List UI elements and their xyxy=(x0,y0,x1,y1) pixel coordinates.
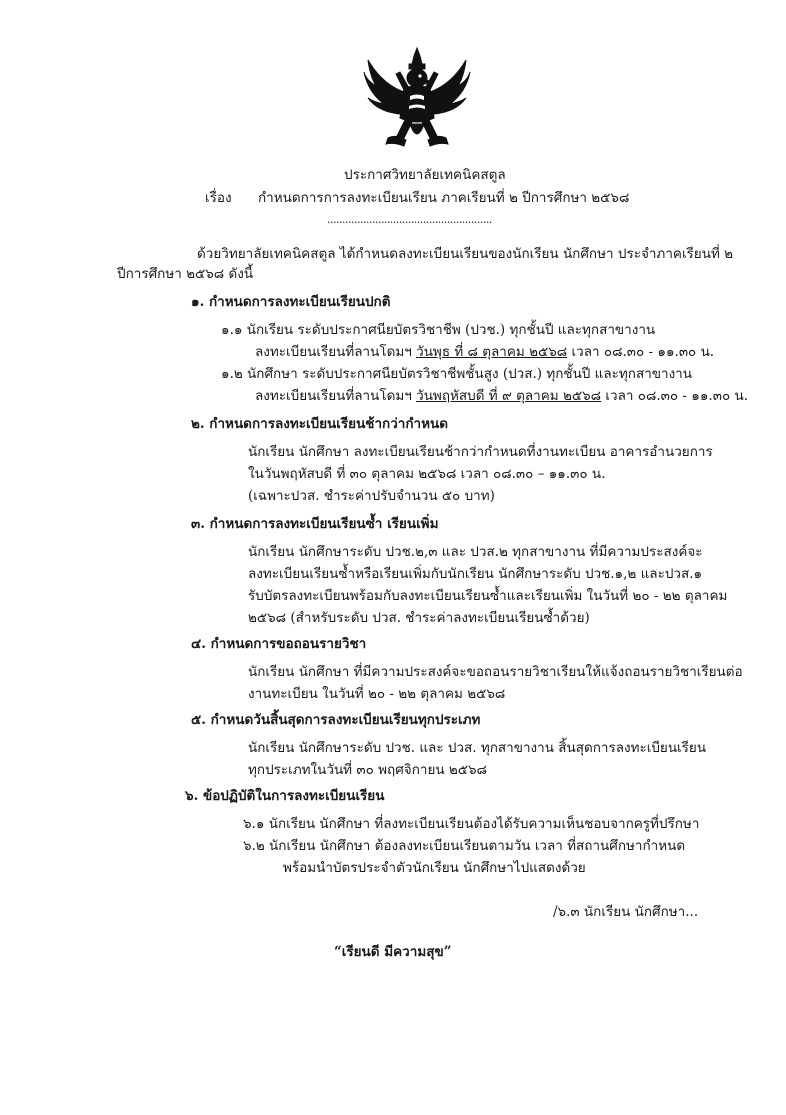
time-text: เวลา ๐๘.๓๐ - ๑๑.๓๐ น. xyxy=(567,344,715,360)
garuda-emblem-icon xyxy=(362,46,472,151)
section-5-title: ๕. กำหนดวันสิ้นสุดการลงทะเบียนเรียนทุกประเภท xyxy=(191,712,481,728)
section-4-title: ๔. กำหนดการขอถอนรายวิชา xyxy=(191,636,367,652)
header-divider: ....................................................... xyxy=(327,213,492,226)
section-3-line-4: ๒๕๖๘ (สำหรับระดับ ปวส. ชำระค่าลงทะเบียนเรียนซ้ำด้วย) xyxy=(248,610,590,626)
section-3-line-2: ลงทะเบียนเรียนซ้ำหรือเรียนเพิ่มกับนักเรียน นักศึกษาระดับ ปวช.๑,๒ และปวส.๑ xyxy=(248,566,703,582)
section-1-item-2-line-1: ๑.๒ นักศึกษา ระดับประกาศนียบัตรวิชาชีพชั้นสูง (ปวส.) ทุกชั้นปี และทุกสาขางาน xyxy=(221,366,692,382)
location-text: ลงทะเบียนเรียนที่ลานโดมฯ xyxy=(255,344,417,360)
location-text: ลงทะเบียนเรียนที่ลานโดมฯ xyxy=(255,388,417,404)
section-1-item-1-line-1: ๑.๑ นักเรียน ระดับประกาศนียบัตรวิชาชีพ (ปวช.) ทุกชั้นปี และทุกสาขางาน xyxy=(221,322,656,338)
section-4-line-2: งานทะเบียน ในวันที่ ๒๐ - ๒๒ ตุลาคม ๒๕๖๘ xyxy=(248,686,506,702)
section-2-line-1: นักเรียน นักศึกษา ลงทะเบียนเรียนช้ากว่ากำหนดที่งานทะเบียน อาคารอำนวยการ xyxy=(248,444,713,460)
section-5-line-2: ทุกประเภทในวันที่ ๓๐ พฤศจิกายน ๒๕๖๘ xyxy=(248,762,487,778)
date-underlined: วันพุธ ที่ ๘ ตุลาคม ๒๕๖๘ xyxy=(416,344,568,360)
section-2-line-2: ในวันพฤหัสบดี ที่ ๓๐ ตุลาคม ๒๕๖๘ เวลา ๐๘.๓๐ – ๑๑.๓๐ น. xyxy=(248,466,606,482)
section-1-item-2-line-2 xyxy=(255,386,748,406)
section-1-title: ๑. กำหนดการลงทะเบียนเรียนปกติ xyxy=(191,294,391,310)
section-6-title: ๖. ข้อปฏิบัติในการลงทะเบียนเรียน xyxy=(185,788,385,804)
page-continuation: /๖.๓ นักเรียน นักศึกษา... xyxy=(553,904,699,920)
document-title: ประกาศวิทยาลัยเทคนิคสตูล xyxy=(344,167,506,183)
section-6-item-2-line-2: พร้อมนำบัตรประจำตัวนักเรียน นักศึกษาไปแสดงด้วย xyxy=(283,860,586,876)
time-text: เวลา ๐๘.๓๐ - ๑๑.๓๐ น. xyxy=(601,388,748,404)
section-3-title: ๓. กำหนดการลงทะเบียนเรียนซ้ำ เรียนเพิ่ม xyxy=(191,516,439,532)
section-5-line-1: นักเรียน นักศึกษาระดับ ปวช. และ ปวส. ทุกสาขางาน สิ้นสุดการลงทะเบียนเรียน xyxy=(248,740,707,756)
section-2-line-3: (เฉพาะปวส. ชำระค่าปรับจำนวน ๕๐ บาท) xyxy=(248,488,495,504)
motto: “เรียนดี มีความสุข” xyxy=(334,944,452,960)
subject-label: เรื่อง xyxy=(205,190,232,206)
intro-line-1: ด้วยวิทยาลัยเทคนิคสตูล ได้กำหนดลงทะเบียนเรียนของนักเรียน นักศึกษา ประจำภาคเรียนที่ ๒ xyxy=(197,246,734,262)
date-underlined: วันพฤหัสบดี ที่ ๙ ตุลาคม ๒๕๖๘ xyxy=(416,388,602,404)
subject-text: กำหนดการการลงทะเบียนเรียน ภาคเรียนที่ ๒ ปีการศึกษา ๒๕๖๘ xyxy=(258,190,630,206)
section-4-line-1: นักเรียน นักศึกษา ที่มีความประสงค์จะขอถอนรายวิชาเรียนให้แจ้งถอนรายวิชาเรียนต่อ xyxy=(248,664,743,680)
intro-line-2: ปีการศึกษา ๒๕๖๘ ดังนี้ xyxy=(117,266,254,282)
section-1-item-1-line-2 xyxy=(255,342,714,362)
section-3-line-1: นักเรียน นักศึกษาระดับ ปวช.๒,๓ และ ปวส.๒ ทุกสาขางาน ที่มีความประสงค์จะ xyxy=(248,544,703,560)
section-3-line-3: รับบัตรลงทะเบียนพร้อมกับลงทะเบียนเรียนซ้ำและเรียนเพิ่ม ในวันที่ ๒๐ - ๒๒ ตุลาคม xyxy=(248,588,728,604)
section-6-item-1: ๖.๑ นักเรียน นักศึกษา ที่ลงทะเบียนเรียนต้องได้รับความเห็นชอบจากครูที่ปรึกษา xyxy=(243,816,700,832)
section-2-title: ๒. กำหนดการลงทะเบียนเรียนช้ากว่ากำหนด xyxy=(191,416,449,432)
section-6-item-2-line-1: ๖.๒ นักเรียน นักศึกษา ต้องลงทะเบียนเรียนตามวัน เวลา ที่สถานศึกษากำหนด xyxy=(243,838,686,854)
